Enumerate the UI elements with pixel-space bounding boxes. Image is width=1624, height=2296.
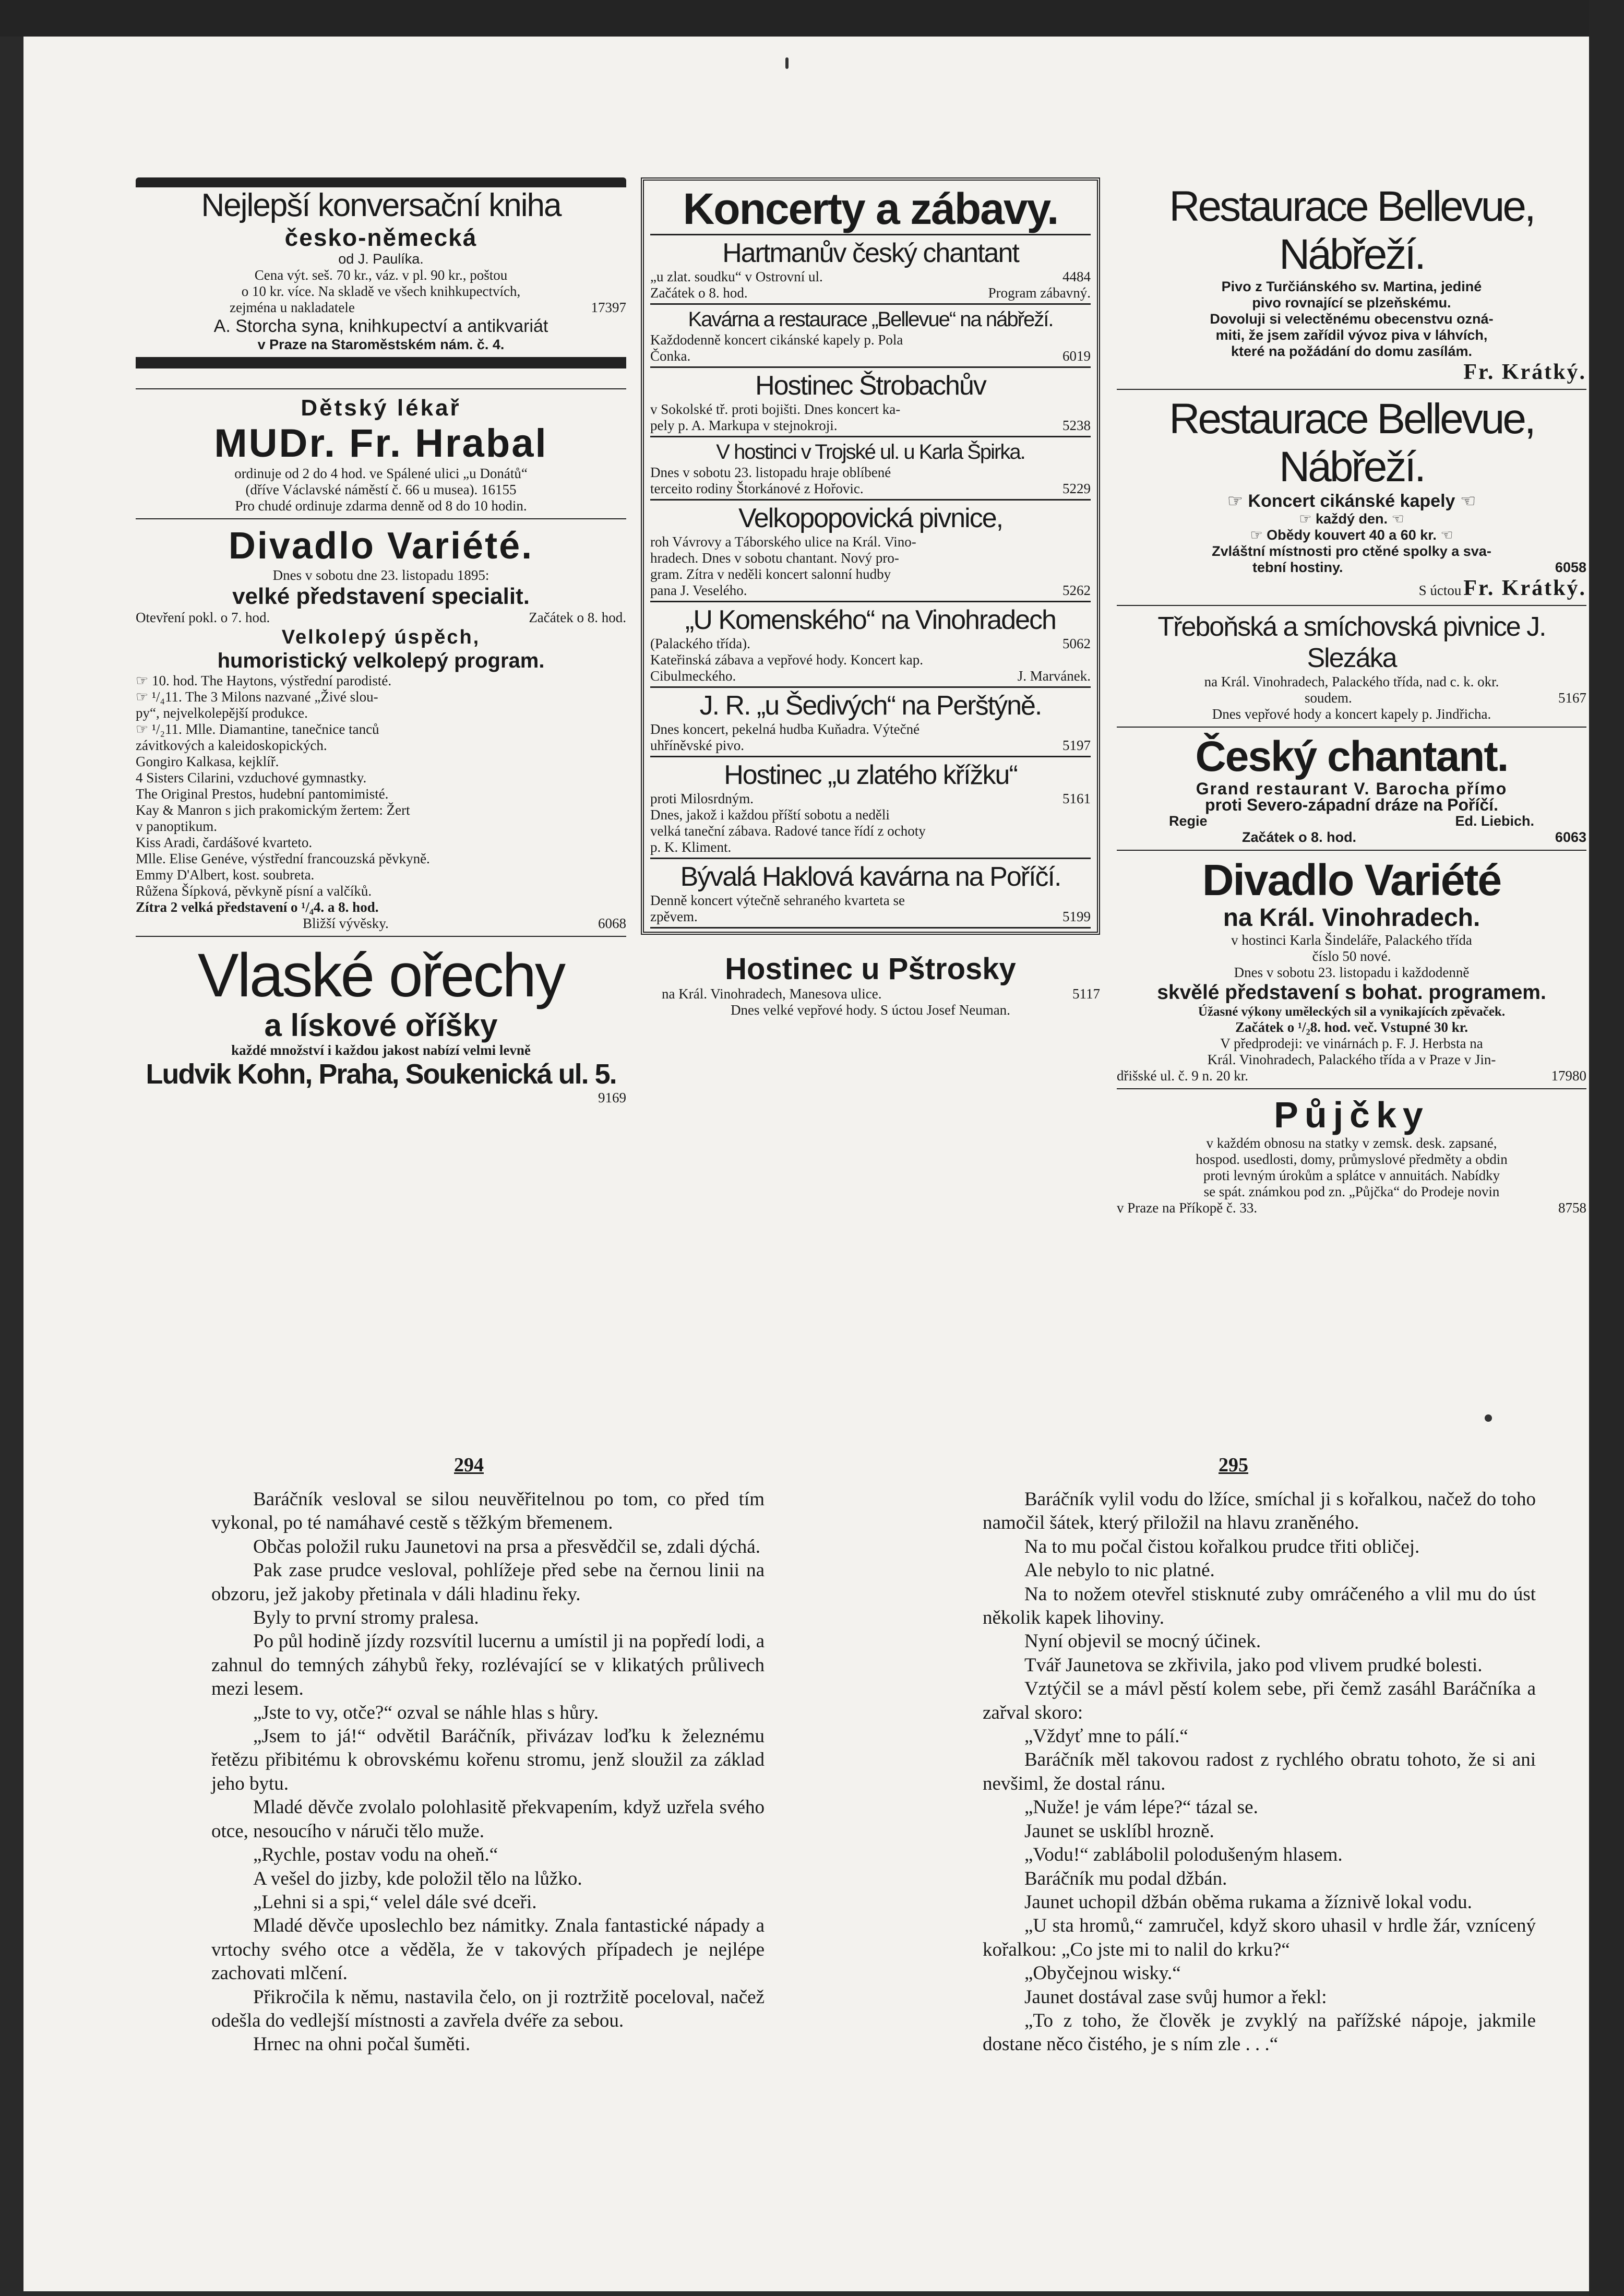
ad-number: 5117	[1072, 986, 1100, 1002]
concert-number: 5229	[1062, 481, 1091, 496]
concert-text: „u zlat. soudku“ v Ostrovní ul.	[650, 269, 823, 284]
concert-item	[650, 859, 1091, 929]
ad-text: na Král. Vinohradech, Palackého třída, nad c. k. okr.	[1204, 674, 1499, 689]
ad-text: proti levným úrokům a splátce v annuitách. Nabídky	[1203, 1168, 1500, 1183]
novel-paragraph: Ale nebylo to nic platné.	[1024, 1560, 1215, 1581]
ad-signature: Fr. Krátký.	[1463, 576, 1586, 600]
concert-text: terceito rodiny Štorkánové z Hořovic.	[650, 481, 864, 496]
ad-title: Restaurace Bellevue, Nábřeží.	[1169, 395, 1534, 491]
ad-title: Český chantant.	[1195, 733, 1508, 780]
act-line: Emmy D'Albert, kost. soubreta.	[136, 867, 315, 883]
act-line: py“, nejvelkolepější produkce.	[136, 705, 308, 721]
concert-text: Začátek o 8. hod.	[650, 285, 748, 301]
ad-row	[136, 300, 626, 316]
ad-bellevue-2	[1117, 390, 1586, 606]
ad-number: 17980	[1551, 1068, 1586, 1084]
act-line: 4 Sisters Cilarini, vzduchové gymnastky.	[136, 770, 367, 786]
ad-doctor-name: MUDr. Fr. Hrabal	[214, 421, 548, 466]
ad-text: proti Severo-západní dráze na Poříčí.	[1205, 795, 1498, 814]
ad-price: Cena výt. seš. 70 kr., váz. v pl. 90 kr., poštou	[254, 267, 508, 283]
concert-row	[650, 418, 1091, 434]
novel-paragraph: Jaunet se usklíbl hrozně.	[1024, 1820, 1214, 1842]
concert-item	[650, 305, 1091, 368]
concert-row	[650, 481, 1091, 497]
concert-text: hradech. Dnes v sobotu chantant. Nový pro-	[650, 550, 899, 566]
ad-number: 6058	[1555, 560, 1586, 575]
novel-paragraph: Nyní objevil se mocný účinek.	[1024, 1631, 1261, 1652]
novel-paragraph: Přikročila k němu, nastavila čelo, on ji roztržitě poceloval, načež odešla do vedlejší místnosti a zavřela dvéře za sebou.	[211, 1986, 765, 2031]
concert-title: Hostinec „u zlatého křížku“	[724, 760, 1017, 790]
ad-pujcky	[1117, 1089, 1586, 1220]
page-number-left: 294	[454, 1454, 484, 1476]
act-line: ☞ 10. hod. The Haytons, výstřední parodisté.	[136, 673, 392, 688]
novel-page-left	[211, 1488, 765, 2056]
concert-item	[650, 368, 1091, 437]
newspaper-page	[23, 37, 1589, 2291]
ad-row	[136, 915, 626, 932]
ad-text: Začátek o 8. hod.	[1242, 829, 1357, 845]
novel-paragraph: Vztýčil se a mávl pěstí kolem sebe, při čemž zasáhl Baráčníka a zařval skoro:	[983, 1678, 1536, 1723]
concert-title: Hartmanův český chantant	[722, 238, 1019, 268]
ad-text: zejména u nakladatele	[230, 300, 355, 315]
novel-paragraph: Mladé děvče zvolalo polohlasitě překvapením, když uzřela svého otce, nesoucího v náruči tělo muže.	[211, 1797, 765, 1842]
ad-date: Dnes v sobotu dne 23. listopadu 1895:	[272, 567, 489, 583]
act-line: ☞ ¹/₄11. The 3 Milons nazvané „Živé slou-	[136, 689, 378, 705]
novel-paragraph: Baráčník vesloval se silou neuvěřitelnou po tom, co před tím vykonal, po té namáhavé cestě s těžkým břemenem.	[211, 1489, 765, 1534]
concert-item	[650, 688, 1091, 757]
novel-paragraph: „Vždyť mne to pálí.“	[1024, 1726, 1188, 1747]
ad-number: 6063	[1555, 829, 1586, 845]
concert-row	[650, 582, 1091, 599]
concert-text: Dnes v sobotu 23. listopadu hraje oblíbené	[650, 465, 891, 480]
concert-title: Hostinec Štrobachův	[755, 371, 986, 401]
concert-text: Čonka.	[650, 348, 691, 364]
novel-paragraph: Občas položil ruku Jaunetovi na prsa a přesvědčil se, zdali dýchá.	[253, 1536, 760, 1557]
concert-number: 5238	[1062, 418, 1091, 433]
ad-text: tební hostiny.	[1252, 560, 1343, 575]
ad-headline: skvělé představení s bohat. programem.	[1157, 981, 1546, 1004]
ad-chantant	[1117, 728, 1586, 851]
concert-number: 5262	[1062, 582, 1091, 598]
concert-text: Denně koncert výtečně sehraného kvarteta se	[650, 893, 905, 908]
concert-text: Kateřinská zábava a vepřové hody. Koncert kap.	[650, 652, 924, 668]
ad-subtitle: na Král. Vinohradech.	[1223, 904, 1480, 932]
ad-address: v Praze na Staroměstském nám. č. 4.	[257, 337, 505, 352]
ad-text: na Král. Vinohradech, Manesova ulice.	[662, 986, 882, 1002]
concert-number: 5161	[1062, 791, 1091, 806]
concert-title: J. R. „u Šedivých“ na Perštýně.	[699, 691, 1042, 721]
act-line: The Original Prestos, hudební pantomimisté.	[136, 786, 389, 802]
ad-text: Regie	[1169, 813, 1208, 829]
concert-row	[650, 465, 1091, 481]
concert-item	[650, 235, 1091, 305]
ad-title: Vlaské ořechy	[197, 941, 565, 1010]
act-line: ☞ ¹/₂11. Mlle. Diamantine, tanečnice tanců	[136, 721, 379, 737]
ad-text: Zítra 2 velká představení o ¹/₄4. a 8. hod.	[136, 899, 379, 915]
concert-text: v Sokolské tř. proti bojišti. Dnes koncert ka-	[650, 401, 901, 417]
concert-row	[650, 401, 1091, 418]
novel-paragraph: „To z toho, že člověk je zvyklý na pařížské nápoje, jakmile dostane něco čistého, je s ním zle . . .“	[983, 2009, 1536, 2055]
ad-text: ☞ Koncert cikánské kapely ☜	[1227, 491, 1476, 511]
ad-text: v Praze na Příkopě č. 33.	[1117, 1200, 1258, 1216]
concert-text: gram. Zítra v neděli koncert salonní hudby	[650, 566, 891, 582]
ad-number: 6068	[598, 915, 626, 931]
concert-row	[650, 332, 1091, 348]
ad-signature-row	[1117, 576, 1586, 601]
concert-text: velká taneční zábava. Radové tance řídí z ochoty	[650, 823, 926, 839]
ad-text: Bližší vývěsky.	[303, 915, 389, 931]
ad-text: dřišské ul. č. 9 n. 20 kr.	[1117, 1068, 1248, 1084]
ad-text: miti, že jsem zařídil vývoz piva v láhvích,	[1215, 327, 1488, 343]
novel-paragraph: „Jsem to já!“ odvětil Baráčník, přivázav loďku k železnému řetězu přibitému k obrovskému kořenu stromu, jenž sloužil za základ jeho bytu.	[211, 1726, 765, 1794]
concert-text: Každodenně koncert cikánské kapely p. Pola	[650, 332, 903, 348]
novel-paragraph: Na to mu počal čistou kořalkou prudce třiti obličej.	[1024, 1536, 1420, 1557]
ad-number: 5167	[1558, 690, 1586, 706]
novel-paragraph: Po půl hodině jízdy rozsvítil lucernu a umístil ji na popředí lodi, a zahnul do temných záhybů řeky, rozlévající se v klikatých průlivech mezi lesem.	[211, 1631, 765, 1700]
novel-paragraph: „Rychle, postav vodu na oheň.“	[253, 1844, 498, 1866]
concert-text: zpěvem.	[650, 909, 698, 924]
novel-paragraph: Jaunet dostával zase svůj humor a řekl:	[1024, 1986, 1327, 2008]
concert-text: Program zábavný.	[988, 285, 1091, 301]
ads-column-1	[136, 177, 626, 1110]
concert-text: pely p. A. Markupa v stejnokroji.	[650, 418, 838, 433]
ad-text: pivo rovnající se plzeňskému.	[1252, 295, 1451, 311]
concert-title: Kavárna a restaurace „Bellevue“ na nábřeží.	[688, 308, 1053, 331]
ad-subtitle: česko-německá	[284, 224, 477, 251]
ad-text: Pro chudé ordinuje zdarma denně od 8 do 10 hodin.	[235, 498, 527, 514]
concert-row	[650, 348, 1091, 364]
act-line: v panoptikum.	[136, 818, 217, 834]
ad-title: Restaurace Bellevue, Nábřeží.	[1169, 183, 1534, 278]
ad-author: od J. Paulíka.	[338, 251, 424, 267]
novel-paragraph: A vešel do jizby, kde položil tělo na lůžko.	[253, 1867, 582, 1889]
scan-top-border	[0, 0, 1624, 37]
concert-text: (Palackého třída).	[650, 636, 750, 651]
concert-number: 6019	[1062, 348, 1091, 364]
act-line: Růžena Šípková, pěvkyně písní a valčíků.	[136, 883, 372, 899]
concerts-box	[641, 177, 1100, 935]
concert-text: J. Marvánek.	[1017, 668, 1091, 684]
ad-text: o 10 kr. více. Na skladě ve všech knihkupectvích,	[241, 283, 521, 299]
ad-text: hospod. usedlosti, domy, průmyslové předměty a obdin	[1196, 1151, 1508, 1167]
ad-row	[1117, 813, 1586, 829]
ad-title: Nejlepší konversační kniha	[136, 186, 626, 224]
concert-title: Bývalá Haklová kavárna na Poříčí.	[680, 862, 1061, 892]
novel-paragraph: Na to nožem otevřel stisknuté zuby omráčeného a vlil mu do úst několik kapek lihoviny.	[983, 1583, 1536, 1629]
concert-row	[650, 737, 1091, 754]
ad-text: Král. Vinohradech, Palackého třída a v Praze v Jin-	[1207, 1052, 1496, 1067]
ad-text: Dnes vepřové hody a koncert kapely p. Jindřicha.	[1212, 706, 1491, 722]
concert-number: 5062	[1062, 636, 1091, 651]
novel-page-right	[983, 1488, 1536, 2056]
ad-variete-2	[1117, 851, 1586, 1089]
ad-number: 9169	[598, 1090, 626, 1105]
ad-title: Dětský lékař	[301, 395, 461, 421]
ad-text: Otevření pokl. o 7. hod.	[136, 610, 270, 625]
ad-text: ordinuje od 2 do 4 hod. ve Spálené ulici „u Donátů“	[234, 466, 528, 481]
novel-paragraph: Baráčník mu podal džbán.	[1024, 1867, 1227, 1889]
novel-paragraph: Baráčník vylil vodu do lžíce, smíchal ji s kořalkou, načež do toho namočil šátek, který přiložil na hlavu zraněného.	[983, 1489, 1536, 1534]
act-line: Kay & Manron s jich prakomickým žertem: Žert	[136, 802, 410, 818]
ad-text: číslo 50 nové.	[1312, 948, 1391, 964]
scan-right-border	[1589, 0, 1624, 2296]
ad-text: se spát. známkou pod zn. „Půjčka“ do Prodeje novin	[1203, 1184, 1500, 1199]
ad-number: 17397	[591, 300, 626, 315]
concert-text: proti Milosrdným.	[650, 791, 754, 806]
ad-text: v každém obnosu na statky v zemsk. desk. zapsané,	[1206, 1135, 1497, 1151]
concert-row	[650, 909, 1091, 925]
ad-text: soudem.	[1305, 690, 1352, 706]
ad-row	[1117, 829, 1586, 846]
ad-variete	[136, 519, 626, 937]
act-line: závitkových a kaleidoskopických.	[136, 737, 327, 753]
ad-text: Grand restaurant V. Barocha přímo	[1196, 779, 1508, 798]
ad-text: Dnes v sobotu 23. listopadu i každodenně	[1234, 965, 1470, 980]
concert-row	[650, 893, 1091, 909]
ad-slezak	[1117, 606, 1586, 728]
concert-item	[650, 501, 1091, 602]
concert-row	[650, 668, 1091, 684]
ad-text: každé množství i každou jakost nabízí velmi levně	[231, 1042, 531, 1058]
ad-text: ☞ každý den. ☜	[1299, 511, 1404, 527]
novel-paragraph: „Jste to vy, otče?“ ozval se náhle hlas s hůry.	[253, 1702, 599, 1723]
ad-headline: velké představení specialit.	[232, 584, 530, 609]
concert-row	[650, 721, 1091, 737]
concert-title: „U Komenského“ na Vinohradech	[685, 605, 1056, 635]
concert-text: uhříněvské pivo.	[650, 737, 744, 753]
novel-paragraph: Byly to první stromy pralesa.	[253, 1607, 479, 1629]
ad-bottom-bar	[136, 357, 626, 368]
ad-title: Třeboňská a smíchovská pivnice J. Slezáka	[1157, 612, 1546, 673]
ad-text: ☞ Obědy kouvert 40 a 60 kr. ☜	[1250, 527, 1453, 543]
concert-text: p. K. Kliment.	[650, 839, 732, 855]
concert-number: 5199	[1062, 909, 1091, 924]
novel-paragraph: Mladé děvče uposlechlo bez námitky. Znala fantastické nápady a vrtochy svého otce a věděla, že v takových případech je nejlépe zachovati mlčení.	[211, 1915, 765, 1984]
novel-paragraph: „Vodu!“ zablábolil polodušeným hlasem.	[1024, 1844, 1343, 1866]
novel-paragraph: Baráčník měl takovou radost z rychlého obratu tohoto, že si ani nevšiml, že dostal ránu.	[983, 1749, 1536, 1794]
concerts-header: Koncerty a zábavy.	[650, 184, 1091, 235]
concert-list	[650, 235, 1091, 929]
concert-row	[650, 791, 1091, 807]
ad-row	[136, 610, 626, 626]
ad-text: v hostinci Karla Šindeláře, Palackého třída	[1231, 932, 1472, 948]
ad-text: (dříve Václavské náměstí č. 66 u musea). 16155	[245, 482, 517, 497]
ad-number: 8758	[1558, 1200, 1586, 1216]
concert-item	[650, 602, 1091, 688]
concert-text: Dnes, jakož i každou příští sobotu a neděli	[650, 807, 890, 823]
novel-paragraph: Jaunet uchopil džbán oběma rukama a žíznivě lokal vodu.	[1024, 1891, 1472, 1913]
act-line: Kiss Aradi, čardášové kvarteto.	[136, 835, 313, 850]
ad-orechy	[136, 937, 626, 1110]
ad-text: Začátek o 8. hod.	[529, 610, 626, 625]
novel-paragraph: „U sta hromů,“ zamručel, když skoro uhasil v hrdle žár, vznícený kořalkou: „Co jste mi to nalil do krku?“	[983, 1915, 1536, 1960]
ad-signature: Fr. Krátký.	[1463, 360, 1586, 384]
ads-column-2	[641, 177, 1100, 1022]
act-line: Mlle. Elise Genéve, výstřední francouzská pěvkyně.	[136, 851, 430, 866]
novel-paragraph: „Lehni si a spi,“ velel dále své dceři.	[253, 1891, 537, 1913]
ad-subtitle: a lískové oříšky	[264, 1008, 498, 1043]
ad-row	[136, 899, 626, 915]
novel-paragraph: „Nuže! je vám lépe?“ tázal se.	[1024, 1797, 1258, 1818]
concert-text: Dnes koncert, pekelná hudba Kuňadra. Výtečné	[650, 721, 920, 737]
concert-row	[650, 636, 1091, 652]
act-line: Gongiro Kalkasa, kejklíř.	[136, 754, 279, 769]
page-number-right: 295	[1219, 1454, 1248, 1476]
novel-paragraph: Pak zase prudce vesloval, pohlížeje před sebe na černou linii na obzoru, jež jakoby přetinala v dáli hladinu řeky.	[211, 1560, 765, 1605]
concert-row	[650, 534, 1091, 550]
ad-title: Divadlo Variété.	[228, 525, 534, 567]
concert-text: pana J. Veselého.	[650, 582, 747, 598]
ad-row	[1117, 690, 1586, 706]
ad-bellevue-1	[1117, 177, 1586, 390]
concert-item	[650, 437, 1091, 501]
concert-number: 5197	[1062, 737, 1091, 753]
ad-title: Půjčky	[1274, 1095, 1429, 1135]
concert-row	[650, 269, 1091, 285]
concert-row	[650, 839, 1091, 855]
ad-text: Ed. Liebich.	[1455, 813, 1534, 829]
ad-shop: A. Storcha syna, knihkupectví a antikvariát	[213, 316, 548, 336]
novel-paragraph: Hrnec na ohni počal šuměti.	[253, 2033, 471, 2055]
ad-act-list	[136, 673, 626, 899]
novel-paragraph: Tvář Jaunetova se zkřivila, jako pod vlivem prudké bolesti.	[1024, 1654, 1483, 1676]
print-speck	[1485, 1414, 1492, 1422]
ad-row	[641, 986, 1100, 1002]
ad-text: Pivo z Turčiánského sv. Martina, jediné	[1221, 279, 1482, 294]
concert-number: 4484	[1062, 269, 1091, 284]
ad-firm: Ludvik Kohn, Praha, Soukenická ul. 5.	[146, 1058, 616, 1090]
ad-row	[1117, 1068, 1586, 1084]
concert-item	[650, 757, 1091, 859]
print-speck	[785, 57, 789, 69]
ad-text: Začátek o ¹/₂8. hod. več. Vstupné 30 kr.	[1235, 1019, 1468, 1035]
ad-top-bar	[136, 177, 626, 186]
ad-strosky	[641, 947, 1100, 1022]
ad-row	[1117, 1200, 1586, 1216]
ads-column-3	[1117, 177, 1586, 1220]
ad-text: Dnes velké vepřové hody. S úctou Josef Neuman.	[731, 1002, 1010, 1018]
ad-text: V předprodeji: ve vinárnách p. F. J. Herbsta na	[1220, 1036, 1483, 1051]
novel-paragraph: „Obyčejnou wisky.“	[1024, 1962, 1181, 1984]
concert-text: Cibulmeckého.	[650, 668, 736, 684]
ad-title: Hostinec u Pštrosky	[725, 952, 1016, 986]
ad-subhead: Velkolepý úspěch,	[281, 626, 481, 648]
ad-text: Zvláštní místnosti pro ctěné spolky a sva-	[1212, 543, 1491, 559]
concert-text: roh Vávrovy a Táborského ulice na Král. Vino-	[650, 534, 916, 550]
concert-row	[650, 285, 1091, 301]
concert-title: Velkopopovická pivnice,	[738, 503, 1003, 533]
ad-text: Úžasné výkony uměleckých sil a vynikajících zpěvaček.	[1198, 1005, 1506, 1019]
concert-title: V hostinci v Trojské ul. u Karla Špirka.	[716, 441, 1025, 463]
ad-text: Dovoluji si velectěnému obecenstvu ozná-	[1210, 311, 1494, 327]
ad-kniha	[136, 177, 626, 373]
ad-lekar	[136, 388, 626, 519]
ad-row	[1117, 560, 1586, 576]
ad-text: které na požádání do domu zasílám.	[1231, 343, 1473, 359]
ad-title: Divadlo Variété	[1202, 855, 1501, 905]
ad-text: S úctou	[1418, 582, 1462, 598]
ad-subhead: humoristický velkolepý program.	[217, 649, 545, 672]
